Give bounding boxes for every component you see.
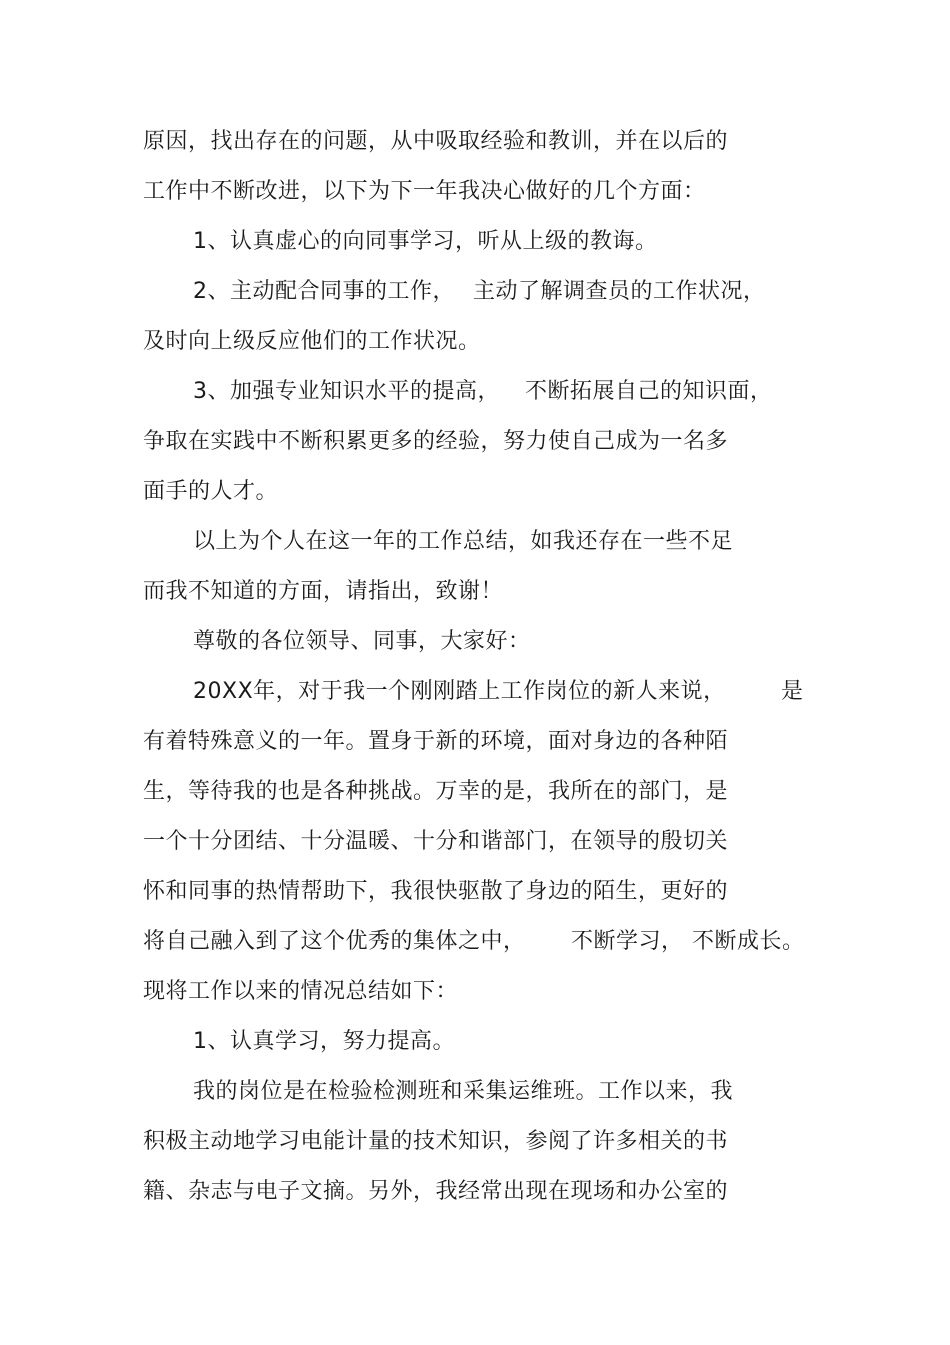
paragraph-line: 争取在实践中不断积累更多的经验，努力使自己成为一名多	[143, 429, 729, 454]
salutation: 尊敬的各位领导、同事，大家好：	[193, 629, 531, 654]
list-item-3-part-1: 3、加强专业知识水平的提高，	[193, 379, 500, 404]
paragraph-line: 有着特殊意义的一年。置身于新的环境，面对身边的各种陌	[143, 729, 729, 754]
paragraph-line-part-3: 不断成长。	[692, 929, 805, 954]
paragraph-line: 籍、杂志与电子文摘。另外，我经常出现在现场和办公室的	[143, 1179, 729, 1204]
paragraph-line: 一个十分团结、十分温暖、十分和谐部门，在领导的殷切关	[143, 829, 729, 854]
list-item-3	[193, 377, 813, 407]
section-heading: 1、认真学习，努力提高。	[193, 1029, 455, 1054]
paragraph-line	[193, 677, 813, 707]
paragraph-line: 而我不知道的方面，请指出，致谢！	[143, 579, 504, 604]
paragraph-line-part-2: 是	[781, 679, 804, 704]
list-item-3-part-2: 不断拓展自己的知识面，	[525, 379, 773, 404]
paragraph-line: 怀和同事的热情帮助下，我很快驱散了身边的陌生，更好的	[143, 879, 729, 904]
paragraph-line: 面手的人才。	[143, 479, 279, 504]
paragraph-line: 原因，找出存在的问题，从中吸取经验和教训，并在以后的	[143, 129, 729, 154]
paragraph-line: 我的岗位是在检验检测班和采集运维班。工作以来，我	[193, 1079, 734, 1104]
paragraph-line-part-1: 将自己融入到了这个优秀的集体之中，	[143, 929, 526, 954]
list-item-2-part-2: 主动了解调查员的工作状况，	[473, 279, 766, 304]
paragraph-line-part-2: 不断学习，	[571, 929, 684, 954]
paragraph-line: 工作中不断改进，以下为下一年我决心做好的几个方面：	[143, 179, 706, 204]
paragraph-line: 现将工作以来的情况总结如下：	[143, 979, 459, 1004]
list-item-2	[193, 277, 813, 307]
paragraph-line: 积极主动地学习电能计量的技术知识，参阅了许多相关的书	[143, 1129, 729, 1154]
paragraph-line: 及时向上级反应他们的工作状况。	[143, 329, 481, 354]
paragraph-line: 以上为个人在这一年的工作总结，如我还存在一些不足	[193, 529, 734, 554]
paragraph-line	[143, 927, 813, 957]
list-item-1: 1、认真虚心的向同事学习，听从上级的教诲。	[193, 229, 658, 254]
paragraph-line-part-1: 20XX年，对于我一个刚刚踏上工作岗位的新人来说，	[193, 679, 726, 704]
list-item-2-part-1: 2、主动配合同事的工作，	[193, 279, 455, 304]
paragraph-line: 生，等待我的也是各种挑战。万幸的是，我所在的部门，是	[143, 779, 729, 804]
